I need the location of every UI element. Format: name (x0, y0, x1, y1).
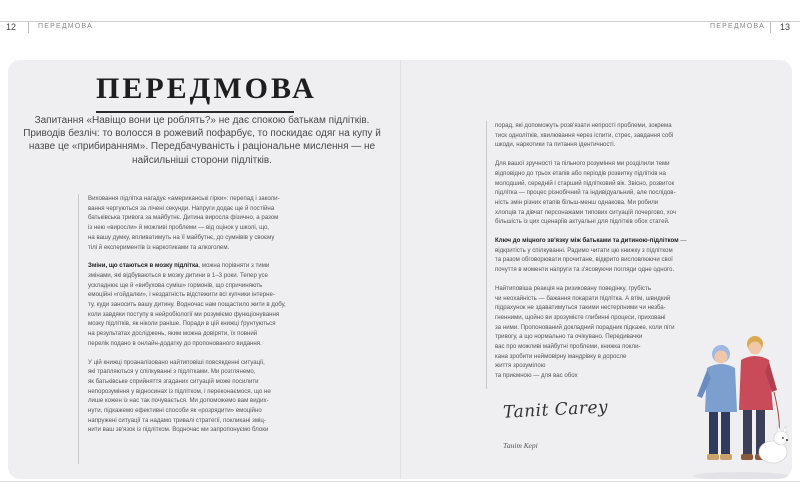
body-paragraph: порад, які допоможуть розв'язати непрості проблеми, зокрема тиск однолітків, хвилювання через іспити, стрес, завдання собі шкоди, наркотики та питання ідентичності. (495, 122, 674, 149)
book-spread-panel (8, 60, 792, 479)
left-margin-rule (78, 194, 79, 464)
right-margin-rule (486, 121, 487, 389)
ground-shadow (693, 472, 789, 479)
bottom-rule (0, 481, 800, 482)
top-rule (0, 21, 800, 22)
body-paragraph: У цій книжці проаналізовано найтиповіші повсякденні ситуації, які трапляються у спілкуванні з підлітками. Ми розглянемо, як батьківське сприйняття згаданих ситуацій може посилити непорозуміння у відносинах із підлітком, і переконаємося, що не лише кожен із нас так почувається. Ми допоможемо вам видих- нути, підкажемо ефективні способи як «розрядити» емоційно напружені ситуації та надамо тривалі стратегії, покликані зміц- нити ваш зв'язок із підлітком. Водночас ми запропонуємо блоки (88, 358, 271, 434)
right-page-number: 13 (780, 22, 791, 32)
author-name: Таніт Кері (503, 441, 538, 450)
right-running-head: ПЕРЕДМОВА (710, 23, 765, 30)
folio-separator-left (28, 22, 29, 33)
body-paragraph: Для вашої зручності та пільного розуміння ми розділили теми відповідно до трьох етапів або періодів розвитку підлітків на молодший, середній і старший підлітковий вік. Звісно, розвиток підлітка — процес різнобічний та індивідуальний, але послідов- ність змін різних етапів більш-менш однакова. Ми робили хлопців та дівчат персонажами типових ситуацій почергово, хоч більшість із цих сценаріїв актуальні для підлітків обох статей. (495, 160, 677, 226)
paragraph-text: , можна порівняти з тими змінами, які відбуваються в мозку дитини в 1–3 роки. Тепер усе ускладнює ще й «вибухова суміш» гормонів, що спричиняють емоційні «гойдалки», і нездатність відстежити всі купчики інтерне- ту, куди заносить вашу дитину. Водночас нам пощастило жити в добу, коли завдяки поступу в нейробіології ми розуміємо функціонування мозку підлітків, як ніколи раніше. Поради в цій книжці ґрунтуються на результатах досліджень, яким можна довіряти, їх повний перелік подано в онлайн-додатку до пропонованого видання. (88, 262, 286, 347)
author-signature: Tanit Carey (502, 397, 609, 423)
page-title: ПЕРЕДМОВА (96, 72, 317, 105)
body-paragraph: Виховання підлітка нагадує «американські гірки»: перепад і заколи- вання чергуються за лічені секунди. Напруги додає ще й постійна батьківська тривога за майбутнє. Дитина виросла фізично, а разом із нею «виросли» й можливі проблеми — від оцінок у школі, що, на вашу думку, впливатимуть на її майбутнє, до сумнівів у своєму тілі й експериментів із наркотиками та алкоголем. (88, 195, 280, 251)
title-underline (96, 111, 294, 113)
left-body-column (88, 194, 312, 444)
body-paragraph: Найтиповіша реакція на ризиковану поведінку, грубість чи неохайність — бажання покарати підлітка. А втім, швидкий підрахунок не здаватимуться такими нестерпними чи незба- гненними, щойно ви зрозумієте глибинні процеси, приховані за ними. Пропонований докладний порадник підкаже, коли піти тривогу, а що нормально та очікувано. Передивачки вас про можливі майбутні проблеми, книжка покли- кана зробити неймовірну мандрівку в доросле життя зрозумілою та приємною — для вас обох (495, 284, 675, 380)
teen-figure (697, 345, 737, 460)
body-paragraph (88, 261, 312, 348)
left-page-number: 12 (6, 22, 17, 32)
paragraph-text: — відкритість у спілкуванні. Радимо читати цю книжку з підлітком та разом обговорювати прочитане, відкрито висловлюючи свої почуття в моменти напруги та з'ясовуючи погляди одне одного. (495, 237, 687, 274)
spine-divider (400, 60, 401, 479)
left-running-head: ПЕРЕДМОВА (38, 23, 93, 30)
folio-separator-right (770, 22, 771, 33)
body-paragraph (495, 236, 725, 275)
bold-phrase: Ключ до міцного зв'язку між батьками та дитиною-підлітком (495, 237, 679, 245)
bold-phrase: Зміни, що стаються в мозку підлітка (88, 262, 199, 270)
lead-paragraph: Запитання «Навіщо вони це роблять?» не дає спокою батькам підлітків. Приводів безліч: то волосся в рожевий пофарбує, то поскидає одяг на купу й назве це «прибиранням». Передбачуваність і раціональне мислення — не найсильніші сторони підлітків. (23, 115, 381, 166)
parent-teen-dog-illustration (683, 330, 792, 479)
